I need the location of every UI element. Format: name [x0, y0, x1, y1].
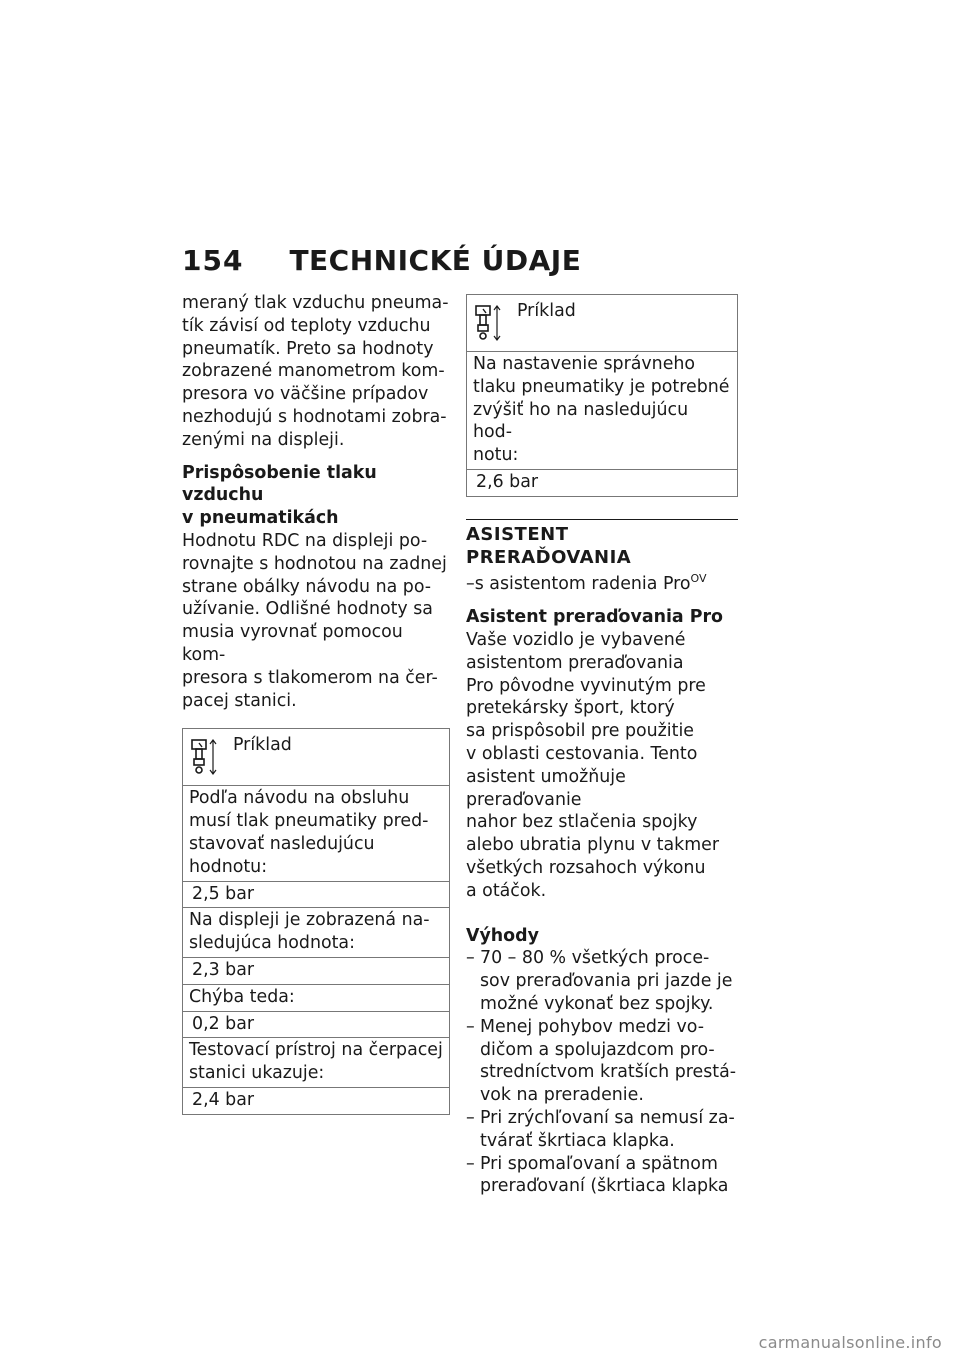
- cell-line: Chýba teda:: [189, 986, 295, 1007]
- table-row: [183, 1087, 449, 1114]
- text-line: – Pri zrýchľovaní sa nemusí za-: [480, 1107, 735, 1128]
- subheading-shift-assistant: Asistent preraďovania Pro: [466, 607, 723, 628]
- gauge-measure-icon: [189, 737, 219, 777]
- text-line: Prispôsobenie tlaku vzduchu: [182, 462, 377, 506]
- cell-line: Na nastavenie správneho: [473, 354, 696, 374]
- text-line: pretekársky šport, ktorý: [466, 698, 675, 719]
- cell-value: 2,5 bar: [192, 883, 255, 904]
- text-line: – Menej pohybov medzi vo-: [480, 1016, 704, 1037]
- list-item: [466, 1153, 738, 1199]
- example-table-right: [466, 294, 738, 497]
- right-column: [466, 292, 738, 1198]
- text-line: Pro pôvodne vyvinutým pre: [466, 675, 706, 696]
- page-header: [182, 244, 581, 284]
- cell-line: stanici ukazuje:: [189, 1063, 325, 1084]
- example-table-left: [182, 728, 450, 1114]
- text-line: a otáčok.: [466, 880, 547, 901]
- text-line: pacej stanici.: [182, 690, 297, 711]
- example-label: Príklad: [233, 735, 292, 756]
- text-line: sa prispôsobil pre použitie: [466, 721, 694, 742]
- text-line: pneumatík. Preto sa hodnoty: [182, 338, 434, 359]
- text-line: zenými na displeji.: [182, 429, 345, 450]
- example-header: [467, 295, 737, 351]
- benefits-list: [466, 947, 738, 1198]
- text-line: asistentom preraďovania: [466, 652, 684, 673]
- text-line: – 70 – 80 % všetkých proce-: [480, 948, 710, 969]
- text-line: nahor bez stlačenia spojky: [466, 812, 698, 833]
- cell-line: tlaku pneumatiky je potrebné: [473, 376, 730, 397]
- text-line: tvárať škrtiaca klapka.: [480, 1130, 675, 1151]
- text-line: všetkých rozsahoch výkonu: [466, 857, 706, 878]
- table-row: [183, 881, 449, 908]
- cell-line: notu:: [473, 445, 519, 466]
- cell-line: musí tlak pneumatiky pred-: [189, 811, 429, 832]
- text-line: Hodnotu RDC na displeji po-: [182, 530, 428, 551]
- table-row: [183, 984, 449, 1011]
- table-row: [467, 469, 737, 496]
- text-line: užívanie. Odlišné hodnoty sa: [182, 599, 433, 620]
- shift-assistant-paragraph: [466, 629, 738, 903]
- cell-value: 0,2 bar: [192, 1013, 255, 1034]
- cell-value: 2,4 bar: [192, 1089, 255, 1110]
- example-header: [183, 729, 449, 785]
- cell-line: Podľa návodu na obsluhu: [189, 788, 410, 809]
- intro-paragraph: [182, 292, 450, 452]
- text-line: presora s tlakomerom na čer-: [182, 667, 438, 688]
- cell-value: 2,3 bar: [192, 959, 255, 980]
- text-line: zobrazené manometrom kom-: [182, 361, 445, 382]
- text-line: sov preraďovania pri jazde je: [480, 971, 733, 992]
- page-number: 154: [182, 244, 244, 277]
- list-item: [466, 1016, 738, 1107]
- text-line: vok na preradenie.: [480, 1085, 644, 1106]
- table-row: [183, 907, 449, 957]
- text-line: dičom a spolujazdcom pro-: [480, 1039, 715, 1060]
- text-line: presora vo väčšine prípadov: [182, 384, 429, 405]
- text-line: asistent umožňuje preraďovanie: [466, 766, 626, 810]
- text-line: alebo ubratia plynu v takmer: [466, 835, 719, 856]
- example-label: Príklad: [517, 301, 576, 321]
- list-item: [466, 1107, 738, 1153]
- table-row: [183, 957, 449, 984]
- text-line: možné vykonať bez spojky.: [480, 993, 714, 1014]
- cell-value: 2,6 bar: [476, 471, 539, 492]
- rdc-paragraph: [182, 530, 450, 712]
- benefits-heading: Výhody: [466, 925, 539, 946]
- text-line: nezhodujú s hodnotami zobra-: [182, 406, 447, 427]
- section-title: ASISTENT PRERAĎOVANIA: [466, 519, 738, 570]
- text-line: rovnajte s hodnotou na zadnej: [182, 553, 447, 574]
- text-line: stredníctvom kratších prestá-: [480, 1062, 737, 1083]
- text-line: musia vyrovnať pomocou kom-: [182, 622, 403, 665]
- watermark: carmanualsonline.info: [758, 1333, 942, 1352]
- text-line: preraďovaní (škrtiaca klapka: [480, 1176, 729, 1197]
- cell-line: stavovať nasledujúcu hodnotu:: [189, 833, 375, 877]
- option-code: OV: [690, 572, 707, 586]
- subheading-tire-pressure: [182, 462, 450, 530]
- left-column: [182, 292, 450, 1115]
- section-subtitle-text: –s asistentom radenia Pro: [466, 574, 691, 595]
- table-row: [183, 785, 449, 880]
- cell-line: zvýšiť ho na nasledujúcu hod-: [473, 399, 689, 443]
- table-row: [183, 1037, 449, 1087]
- section-subtitle: [466, 573, 738, 596]
- gauge-measure-icon: [473, 303, 503, 343]
- text-line: Vaše vozidlo je vybavené: [466, 629, 686, 650]
- cell-line: Testovací prístroj na čerpacej: [189, 1040, 443, 1061]
- text-line: tík závisí od teploty vzduchu: [182, 315, 431, 336]
- text-line: – Pri spomaľovaní a spätnom: [480, 1153, 718, 1174]
- cell-line: Na displeji je zobrazená na-: [189, 910, 430, 931]
- text-line: meraný tlak vzduchu pneuma-: [182, 293, 449, 313]
- text-line: strane obálky návodu na po-: [182, 576, 432, 597]
- table-row: [183, 1011, 449, 1038]
- text-line: v oblasti cestovania. Tento: [466, 743, 698, 764]
- cell-line: sledujúca hodnota:: [189, 933, 355, 954]
- text-line: v pneumatikách: [182, 508, 339, 529]
- chapter-title: TECHNICKÉ ÚDAJE: [289, 244, 582, 277]
- table-row: [467, 351, 737, 469]
- list-item: [466, 947, 738, 1015]
